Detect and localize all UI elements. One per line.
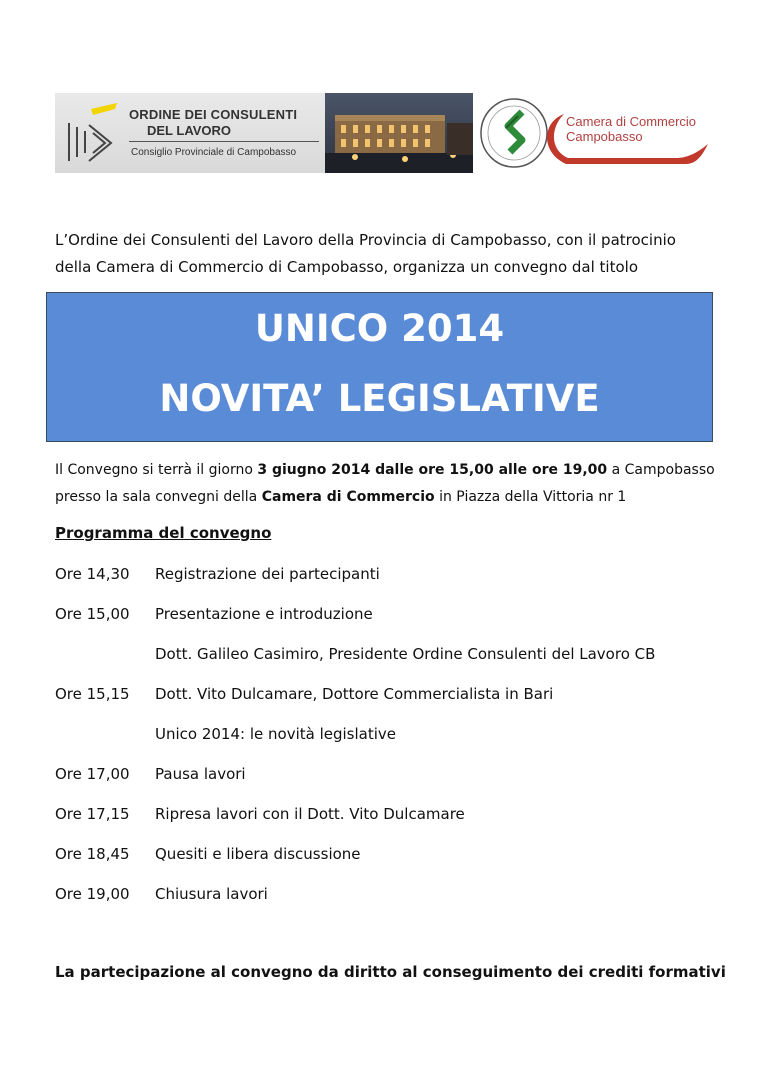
title-banner	[46, 292, 713, 442]
event-info	[55, 457, 735, 511]
program-desc: Registrazione dei partecipanti	[155, 565, 380, 583]
program-desc: Presentazione e introduzione	[155, 605, 373, 623]
program-time: Ore 17,15	[55, 805, 130, 823]
program-desc: Unico 2014: le novità legislative	[155, 725, 396, 743]
consulenti-lavoro-logo	[55, 93, 325, 173]
banner-subtitle: NOVITA’ LEGISLATIVE	[159, 377, 600, 420]
logo-line-1: ORDINE DEI CONSULENTI	[129, 107, 298, 122]
program-time: Ore 15,15	[55, 685, 130, 703]
info-line-2	[55, 484, 735, 511]
info-text: in Piazza della Vittoria nr 1	[434, 489, 627, 505]
info-date-bold: 3 giugno 2014 dalle ore 15,00 alle ore 19,00	[257, 462, 608, 478]
program-time: Ore 15,00	[55, 605, 130, 623]
banner-title: UNICO 2014	[254, 307, 505, 350]
program-time: Ore 14,30	[55, 565, 130, 583]
info-text: presso la sala convegni della	[55, 489, 262, 505]
intro-paragraph	[55, 227, 725, 281]
info-text: a Campobasso	[607, 462, 715, 478]
program-desc: Chiusura lavori	[155, 885, 268, 903]
info-venue-bold: Camera di Commercio	[261, 489, 435, 505]
info-text: Il Convegno si terrà il giorno	[55, 462, 258, 478]
ccia-line-1: Camera di Commercio	[566, 114, 697, 129]
programma-heading: Programma del convegno	[55, 524, 272, 542]
logo-divider	[129, 141, 319, 142]
program-desc: Dott. Galileo Casimiro, Presidente Ordine Consulenti del Lavoro CB	[155, 645, 656, 663]
camera-commercio-logo	[536, 100, 711, 175]
program-time: Ore 17,00	[55, 765, 130, 783]
program-desc: Quesiti e libera discussione	[155, 845, 361, 863]
credits-notice: La partecipazione al convegno da diritto al conseguimento dei crediti formativi	[55, 963, 726, 981]
info-line-1	[55, 457, 735, 484]
logo-line-2: DEL LAVORO	[147, 123, 232, 138]
program-desc: Ripresa lavori con il Dott. Vito Dulcamare	[155, 805, 465, 823]
program-time: Ore 18,45	[55, 845, 130, 863]
program-desc: Pausa lavori	[155, 765, 246, 783]
program-time: Ore 19,00	[55, 885, 130, 903]
consulenti-mark-icon	[63, 103, 121, 165]
logo-line-3: Consiglio Provinciale di Campobasso	[131, 147, 297, 158]
program-desc: Dott. Vito Dulcamare, Dottore Commercialista in Bari	[155, 685, 554, 703]
campobasso-night-photo	[325, 93, 473, 173]
ccia-line-2: Campobasso	[566, 129, 643, 144]
intro-line-1: L’Ordine dei Consulenti del Lavoro della Provincia di Campobasso, con il patrocinio	[55, 231, 676, 249]
intro-line-2: della Camera di Commercio di Campobasso, organizza un convegno dal titolo	[55, 258, 638, 276]
